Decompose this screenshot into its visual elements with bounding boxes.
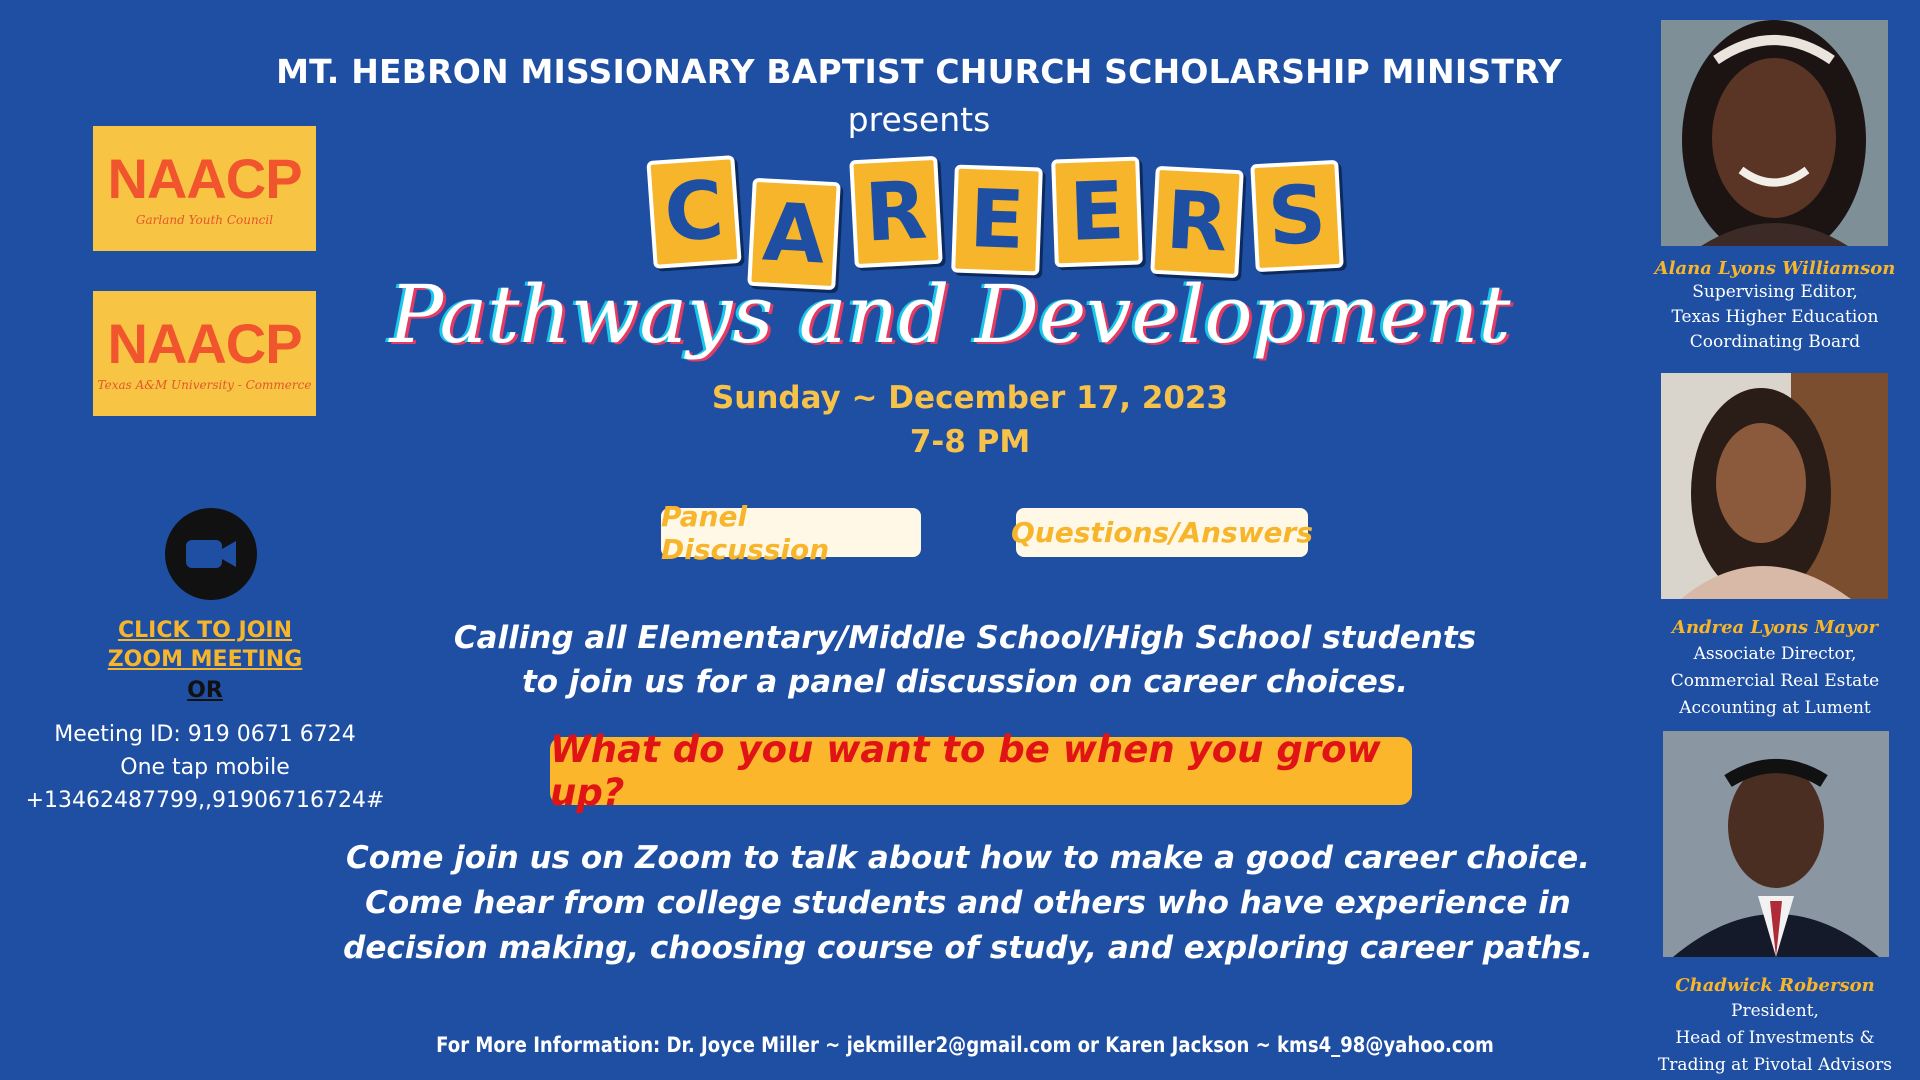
event-date: Sunday ~ December 17, 2023	[711, 380, 1229, 416]
event-time: 7-8 PM	[909, 424, 1031, 460]
speaker-role-line: Accounting at Lument	[1679, 698, 1871, 718]
speaker-role	[1630, 641, 1920, 722]
video-camera-icon[interactable]	[165, 508, 257, 600]
description-line: Come hear from college students and others who have experience in	[365, 885, 1571, 921]
naacp-logo-tamuc	[93, 291, 316, 416]
one-tap-number: +13462487799,,91906716724#	[25, 788, 385, 813]
speaker-role-line: Associate Director,	[1693, 644, 1857, 664]
speaker-role-line: Head of Investments &	[1675, 1028, 1875, 1048]
question-banner: What do you want to be when you grow up?	[550, 737, 1412, 805]
description-line: Come join us on Zoom to talk about how to make a good career choice.	[346, 840, 1590, 876]
intro-line: to join us for a panel discussion on career choices.	[521, 664, 1409, 700]
speaker-role-line: Texas Higher Education	[1671, 307, 1879, 327]
careers-letter: R	[1150, 166, 1244, 278]
questions-answers-tag: Questions/Answers	[1016, 508, 1308, 557]
speaker-role-line: President,	[1731, 1001, 1819, 1021]
speaker-role	[1630, 280, 1920, 355]
speaker-role-line: Trading at Pivotal Advisors	[1657, 1055, 1893, 1075]
speaker-role-line: Coordinating Board	[1689, 332, 1861, 352]
speaker-photo	[1661, 373, 1888, 599]
intro-line: Calling all Elementary/Middle School/High School students	[453, 620, 1477, 656]
one-tap-label: One tap mobile	[120, 755, 290, 780]
careers-letter: R	[849, 156, 943, 268]
naacp-wordmark: NAACP	[107, 146, 302, 210]
speaker-name: Chadwick Roberson	[1675, 975, 1875, 996]
organization-title: MT. HEBRON MISSIONARY BAPTIST CHURCH SCHOLARSHIP MINISTRY	[276, 52, 1562, 91]
careers-letter: E	[951, 164, 1043, 275]
speaker-role	[1630, 998, 1920, 1079]
logo-subtitle: Texas A&M University - Commerce	[97, 377, 312, 392]
speaker-role-line: Supervising Editor,	[1692, 282, 1858, 302]
speaker-photo	[1663, 731, 1889, 957]
careers-letter: E	[1051, 156, 1143, 267]
speaker-name: Andrea Lyons Mayor	[1671, 617, 1878, 638]
speaker-photo	[1661, 20, 1888, 246]
meeting-id: Meeting ID: 919 0671 6724	[54, 722, 356, 747]
careers-letter: A	[747, 178, 841, 290]
presents-label: presents	[847, 100, 991, 139]
subtitle: Pathways and Development	[389, 268, 1511, 361]
speaker-name: Alana Lyons Williamson	[1654, 258, 1896, 279]
logo-subtitle: Garland Youth Council	[135, 212, 274, 227]
speaker-role-line: Commercial Real Estate	[1670, 671, 1880, 691]
panel-discussion-tag: Panel Discussion	[661, 508, 921, 557]
careers-heading	[650, 158, 1330, 282]
contact-info: For More Information: Dr. Joyce Miller ~ jekmiller2@gmail.com or Karen Jackson ~ kms4_98@yahoo.com	[436, 1033, 1494, 1057]
careers-letter: C	[646, 155, 741, 269]
naacp-logo-garland	[93, 126, 316, 251]
join-zoom-link[interactable]: ZOOM MEETING	[107, 647, 303, 672]
naacp-wordmark: NAACP	[107, 311, 302, 375]
join-zoom-link[interactable]: CLICK TO JOIN	[117, 618, 293, 643]
or-label: OR	[187, 678, 223, 703]
careers-letter: S	[1250, 160, 1344, 272]
description-line: decision making, choosing course of study, and exploring career paths.	[343, 930, 1593, 966]
